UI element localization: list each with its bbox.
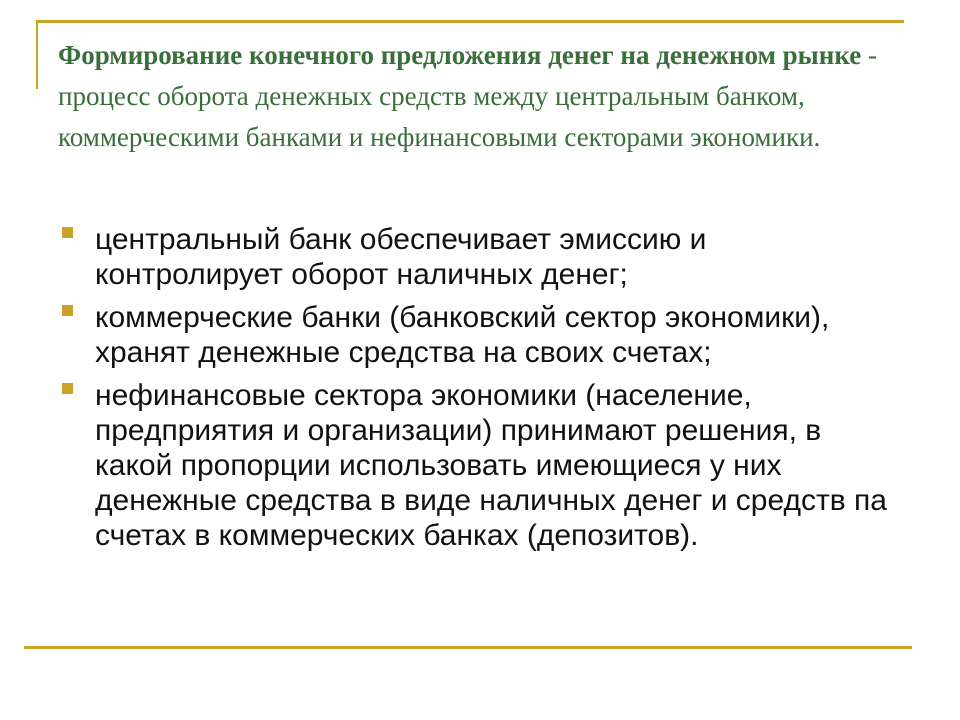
- bottom-decorative-rule: [24, 646, 912, 649]
- bullet-text: коммерческие банки (банковский сектор экономики), хранят денежные средства на своих счетах;: [95, 301, 830, 369]
- bullet-item: [60, 222, 900, 292]
- bullet-list: [60, 222, 900, 561]
- bullet-item: [60, 378, 900, 553]
- slide-title: [58, 35, 918, 158]
- bullet-item: [60, 300, 900, 370]
- square-bullet-icon: [62, 227, 73, 238]
- square-bullet-icon: [62, 383, 73, 394]
- bullet-text: центральный банк обеспечивает эмиссию и контролирует оборот наличных денег;: [95, 223, 707, 291]
- slide-title-bold: Формирование конечного предложения денег на денежном рынке: [58, 40, 862, 70]
- square-bullet-icon: [62, 305, 73, 316]
- slide-title-rest: - процесс оборота денежных средств между центральным банком, коммерческими банками и нефинансовыми секторами экономики.: [58, 40, 877, 152]
- bullet-text: нефинансовые сектора экономики (население, предприятия и организации) принимают решения, в какой пропорции использовать имеющиеся у них денежные средства в виде наличных денег и средств па счетах в коммерческих банках (депозитов).: [95, 379, 887, 552]
- left-decorative-rule: [36, 23, 38, 89]
- top-decorative-rule: [36, 20, 904, 23]
